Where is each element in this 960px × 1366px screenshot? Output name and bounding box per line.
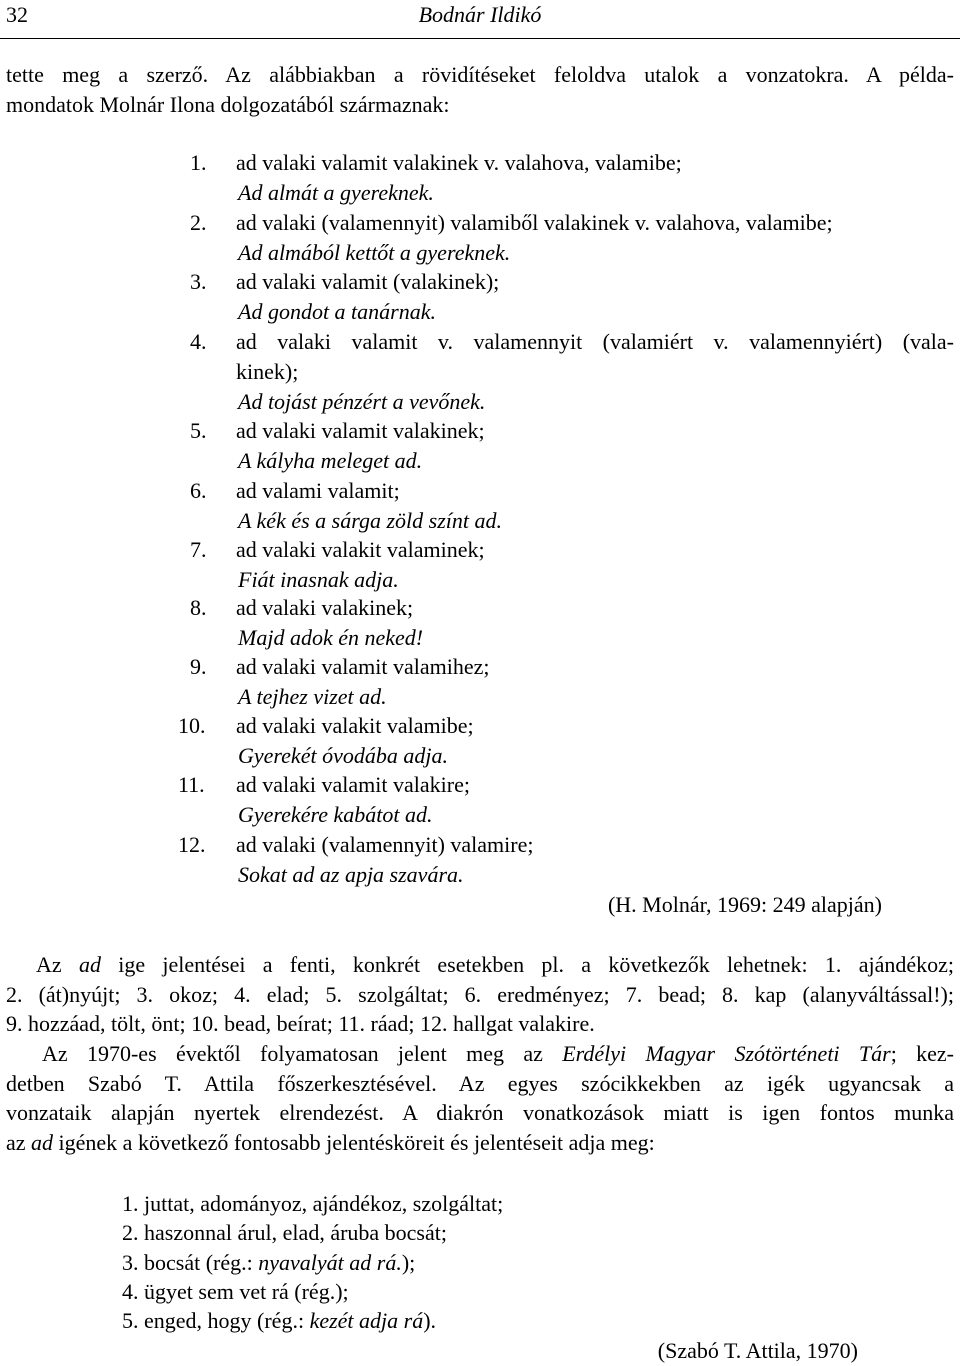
paragraph-line: 2. (át)nyújt; 3. okoz; 4. elad; 5. szolgáltat; 6. eredményez; 7. bead; 8. kap (alanyváltással!); — [6, 982, 954, 1007]
list-number: 10. — [178, 713, 206, 738]
example-sentence: A kályha meleget ad. — [238, 448, 423, 473]
list-number: 2. — [190, 210, 207, 235]
list-number: 7. — [190, 537, 207, 562]
valency-pattern: ad valaki valamit valakire; — [236, 772, 470, 797]
text-run: 3. bocsát (rég.: — [122, 1250, 259, 1275]
list-number: 11. — [178, 772, 205, 797]
text-run: ige jelentései a fenti, konkrét esetekben pl. a következők lehetnek: 1. ajándékoz; — [100, 952, 954, 977]
source-citation: (Szabó T. Attila, 1970) — [657, 1338, 858, 1363]
page-header — [0, 0, 960, 39]
italic-example: nyavalyát ad rá. — [258, 1250, 402, 1275]
paragraph-line — [6, 1128, 655, 1158]
meaning-item — [122, 1306, 436, 1336]
example-sentence: A kék és a sárga zöld színt ad. — [238, 508, 502, 533]
italic-term: ad — [31, 1130, 54, 1155]
running-head-author: Bodnár Ildikó — [418, 2, 542, 27]
example-sentence: Sokat ad az apja szavára. — [238, 862, 464, 887]
meaning-item — [122, 1248, 415, 1278]
text-run: az — [6, 1130, 32, 1155]
example-sentence: Ad almát a gyereknek. — [238, 180, 434, 205]
paragraph-line: 9. hozzáad, tölt, önt; 10. bead, beírat; 11. ráad; 12. hallgat valakire. — [6, 1011, 595, 1036]
valency-pattern: ad valaki valakit valamibe; — [236, 713, 474, 738]
example-sentence: Gyerekét óvodába adja. — [238, 743, 448, 768]
valency-pattern: ad valaki valamit valakinek v. valahova, valamibe; — [236, 150, 682, 175]
list-number: 3. — [190, 269, 207, 294]
text-run: 5. enged, hogy (rég.: — [122, 1308, 310, 1333]
text-run: ; kez- — [890, 1041, 954, 1066]
meaning-item: 2. haszonnal árul, elad, áruba bocsát; — [122, 1220, 447, 1245]
text-run: ). — [423, 1308, 437, 1333]
valency-pattern: ad valaki valakinek; — [236, 595, 414, 620]
example-sentence: A tejhez vizet ad. — [238, 684, 387, 709]
paragraph-line — [6, 1039, 954, 1069]
valency-pattern: ad valaki valamit v. valamennyit (valamiért v. valamennyiért) (vala- — [236, 329, 954, 354]
text-run: Az — [36, 952, 79, 977]
paragraph-line — [6, 950, 954, 980]
page-number: 32 — [6, 2, 28, 27]
valency-pattern: ad valaki valamit valamihez; — [236, 654, 490, 679]
text-run: ); — [401, 1250, 416, 1275]
valency-pattern: ad valaki valamit valakinek; — [236, 418, 485, 443]
source-citation: (H. Molnár, 1969: 249 alapján) — [607, 892, 882, 917]
example-sentence: Ad almából kettőt a gyereknek. — [238, 240, 511, 265]
valency-pattern: ad valami valamit; — [236, 478, 400, 503]
valency-pattern: ad valaki valakit valaminek; — [236, 537, 485, 562]
list-number: 12. — [178, 832, 206, 857]
valency-pattern-continued: kinek); — [236, 359, 299, 384]
italic-example: kezét adja rá — [309, 1308, 424, 1333]
text-run: Az 1970-es évektől folyamatosan jelent meg az — [42, 1041, 563, 1066]
example-sentence: Fiát inasnak adja. — [238, 567, 399, 592]
list-number: 1. — [190, 150, 207, 175]
meaning-item: 1. juttat, adományoz, ajándékoz, szolgáltat; — [122, 1191, 504, 1216]
valency-pattern: ad valaki valamit (valakinek); — [236, 269, 500, 294]
text-run: igének a következő fontosabb jelentésköreit és jelentéseit adja meg: — [53, 1130, 655, 1155]
meaning-item: 4. ügyet sem vet rá (rég.); — [122, 1279, 349, 1304]
intro-line: mondatok Molnár Ilona dolgozatából származnak: — [6, 92, 450, 117]
italic-title: Erdélyi Magyar Szótörténeti Tár — [562, 1041, 891, 1066]
list-number: 5. — [190, 418, 207, 443]
valency-pattern: ad valaki (valamennyit) valamiből valakinek v. valahova, valamibe; — [236, 210, 833, 235]
example-sentence: Gyerekére kabátot ad. — [238, 802, 433, 827]
paragraph-line: detben Szabó T. Attila főszerkesztésével. Az egyes szócikkekben az igék ugyancsak a — [6, 1071, 954, 1096]
valency-pattern: ad valaki (valamennyit) valamire; — [236, 832, 534, 857]
italic-term: ad — [78, 952, 101, 977]
list-number: 4. — [190, 329, 207, 354]
list-number: 8. — [190, 595, 207, 620]
list-number: 6. — [190, 478, 207, 503]
paragraph-line: vonzataik alapján nyertek elrendezést. A diakrón vonatkozások miatt is igen fontos munka — [6, 1100, 954, 1125]
example-sentence: Ad gondot a tanárnak. — [238, 299, 436, 324]
intro-line: tette meg a szerző. Az alábbiakban a rövidítéseket feloldva utalok a vonzatokra. A példa- — [6, 62, 954, 87]
example-sentence: Majd adok én neked! — [238, 625, 424, 650]
list-number: 9. — [190, 654, 207, 679]
example-sentence: Ad tojást pénzért a vevőnek. — [238, 389, 486, 414]
